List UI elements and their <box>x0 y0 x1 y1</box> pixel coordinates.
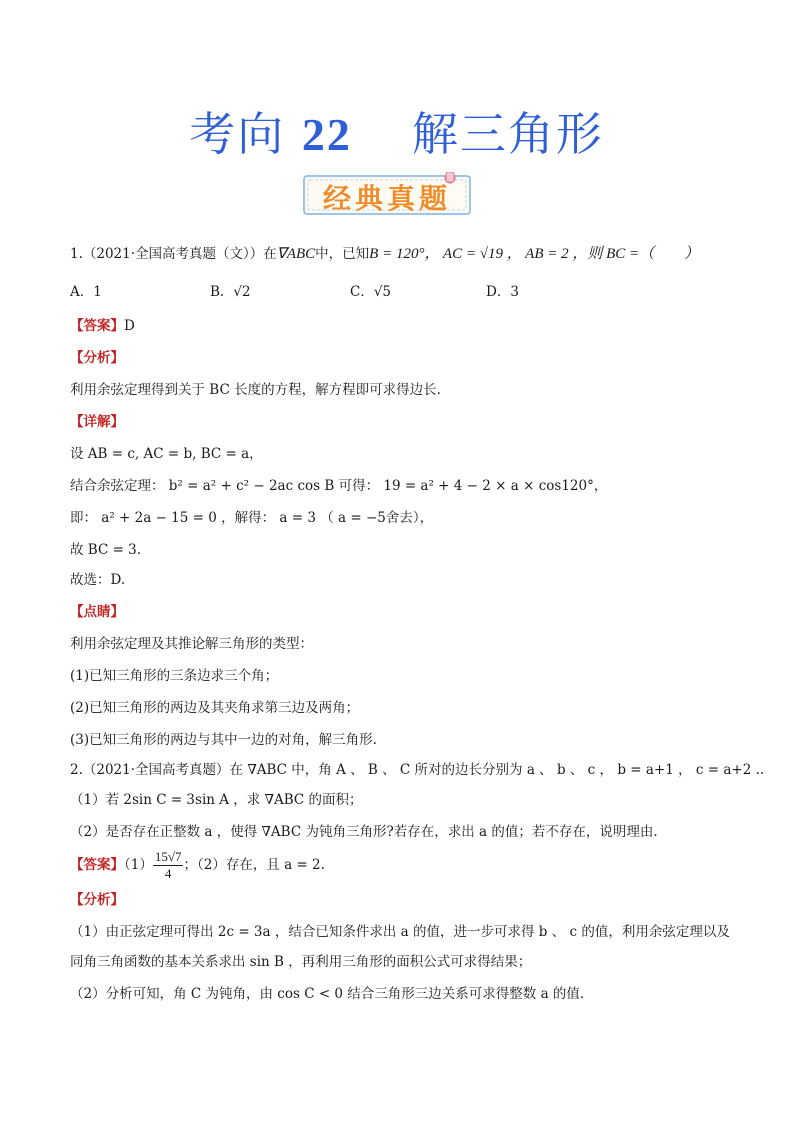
option-b: B．√2 <box>210 284 251 300</box>
option-a: A．1 <box>70 284 102 300</box>
q1-detail-line: 故 BC = 3. <box>70 542 142 558</box>
q1-detail-line: 设 AB = c, AC = b, BC = a， <box>70 446 263 462</box>
q1-analysis: 利用余弦定理得到关于 BC 长度的方程，解方程即可求得边长. <box>70 382 441 398</box>
q2-analysis-tag: 【分析】 <box>70 892 124 908</box>
q1-comment-line: (3)已知三角形的两边与其中一边的对角，解三角形. <box>70 732 377 748</box>
badge-label: 经典真题 <box>322 182 451 215</box>
q1-comment-line: (2)已知三角形的两边及其夹角求第三边及两角； <box>70 700 360 716</box>
page-title <box>0 98 793 164</box>
q1-detail-line: 即： a² + 2a − 15 = 0 ，解得： a = 3 （ a = −5舍去）， <box>70 510 434 526</box>
q1-analysis-tag: 【分析】 <box>70 350 124 366</box>
title-prefix: 考向 <box>189 107 302 161</box>
q2-analysis-line: （1）由正弦定理可得出 2c = 3a ，结合已知条件求出 a 的值，进一步可求得 b 、 c 的值，利用余弦定理以及 <box>70 924 730 940</box>
title-topic: 解三角形 <box>411 107 604 161</box>
q2-stem: 2.（2021·全国高考真题）在 ∇ABC 中，角 A 、 B 、 C 所对的边长分别为 a 、 b 、 c ， b = a+1 ， c = a+2 .. <box>70 762 765 778</box>
section-badge <box>300 172 474 218</box>
q2-part2: （2）是否存在正整数 a ，使得 ∇ABC 为钝角三角形?若存在，求出 a 的值；若不存在，说明理由. <box>70 824 658 840</box>
q2-answer: 【答案】（1） $\frac{15√7}{4}$ ；（2）存在，且 a = 2. <box>70 849 325 881</box>
answer-fraction: $\frac{15√7}{4}$ <box>154 849 182 881</box>
q1-comment-line: 利用余弦定理及其推论解三角形的类型： <box>70 636 313 652</box>
q1-detail-line: 结合余弦定理： b² = a² + c² − 2ac cos B 可得： 19 = a² + 4 − 2 × a × cos120°， <box>70 478 608 494</box>
q1-detail-tag: 【详解】 <box>70 414 124 430</box>
q2-part1: （1）若 2sin C = 3sin A ，求 ∇ABC 的面积； <box>70 792 363 808</box>
q2-analysis-line: （2）分析可知，角 C 为钝角，由 cos C < 0 结合三角形三边关系可求得整数 a 的值. <box>70 986 585 1002</box>
option-c: C．√5 <box>350 284 392 300</box>
q1-detail-line: 故选：D. <box>70 572 126 588</box>
option-d: D．3 <box>486 284 519 300</box>
title-number: 22 <box>301 109 352 160</box>
q1-comment-tag: 【点睛】 <box>70 604 124 620</box>
q2-analysis-line: 同角三角函数的基本关系求出 sin B ，再利用三角形的面积公式可求得结果； <box>70 954 532 970</box>
q1-answer: 【答案】D <box>70 318 135 334</box>
q1-comment-line: (1)已知三角形的三条边求三个角； <box>70 668 279 684</box>
q1-stem: 1.（2021·全国高考真题（文））在∇ABC中，已知B = 120°， AC = √19 ， AB = 2 ，则 BC =（ ） <box>70 246 700 262</box>
